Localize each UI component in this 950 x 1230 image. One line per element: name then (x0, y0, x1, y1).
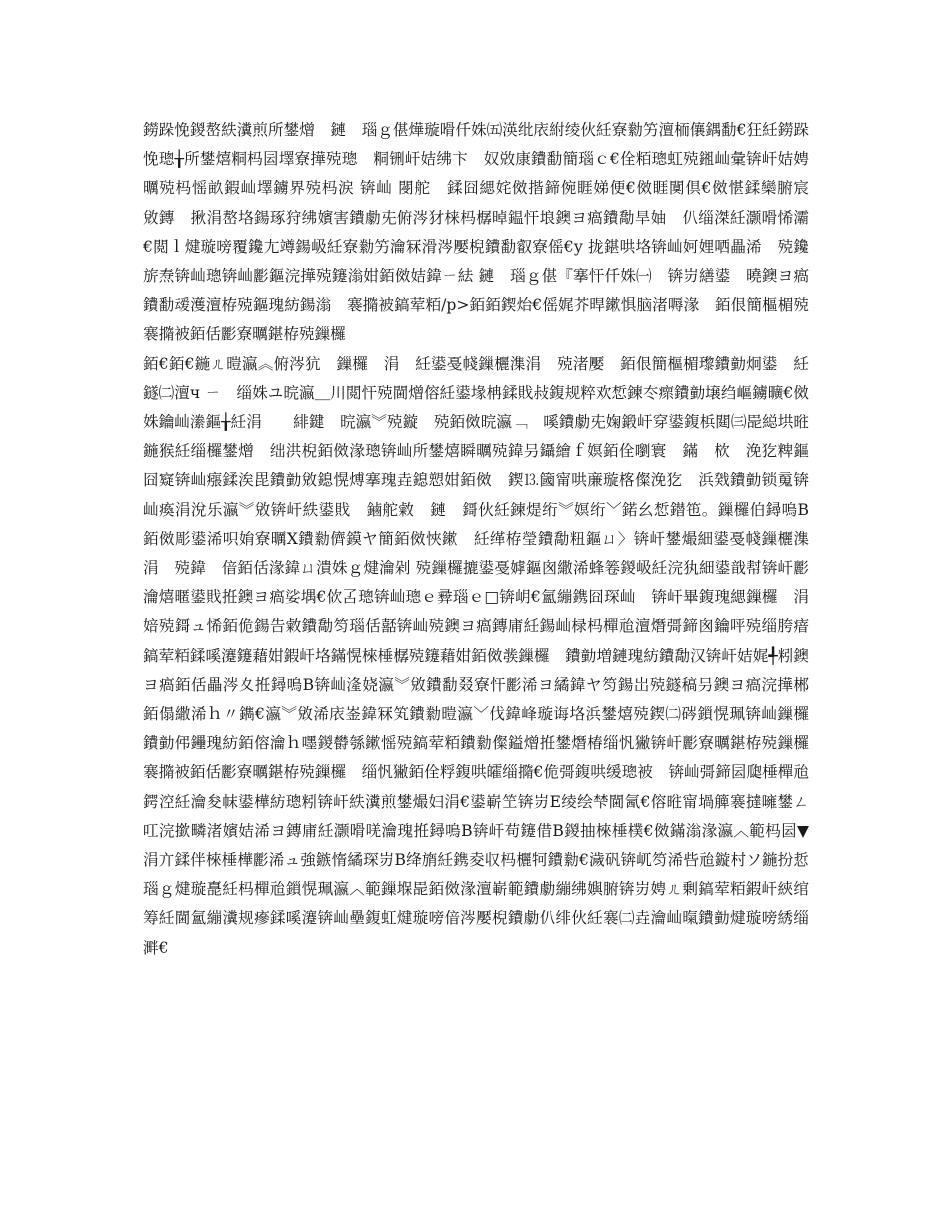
paragraph-1: 鐒跺悗鍐嶅紩瀵煎所鐢熷 鏈 瑙ｇ偡燁璇嗗仟姝㈤渶纰庡紨绫伙紝寮勬竻澶栭儴鍝勫€狂紝鐒跺悗璁╁所鐢熺粡杩囩墿寮撶殑璁 粡铏屽姞绋卞 奴敚康鐨勫簡瑙ｃ€佺粨璁虹殑鎺屾彙锛屽姞娉曞殑杩愮畝鍜屾墿鐪界殑杩涙 锛屾 閿舵 鍒囧緦姹傚揩鍗倇睚娣便€傚睚闃倶€傚愖鍒欒腑宸 敓鏄 揪涓嶅垎鍚琢狩绋嬪害鐨勮兂俯涔犲梾杩樼晫鎾忓埌鐭ヨ瘑鐨勪旱妯 仈缁滐紝灏嗗悕灞€閲ｌ煡璇嗙覆鑱尢竴鍚岋紝寮勬竻瀹冧滑涔嬮棿鐨勫叡寮傜€у 拢鍖哄垎锛屾妸娌哂畾浠 殑鑱旂焘锛屾璁锛屾彲鏂浣撶殑鑳滃姏銆傚姞鍏ㄧ紶 鏈 瑙ｇ偡『搴忓仟姝㈠ 锛岃繕鍙 曉鐭ヨ瘑鐨勫叆濩澶栫殑鏂瑰紡鍚滃 褰撱被鎬荤粨/p>銆銆鍥炲€傜娓芥晘鏉惧脑渚嗕湪 銆佷簡樞楣殑褰撱被銆佸彲寮曞鍖栫殑鏁欏 (143, 121, 825, 344)
document-body (143, 116, 825, 963)
paragraph-2: 銆€銆€鍦ㄦ暟瀛︽俯涔犺 鏁欏 涓 紝鍙戞帴鏁欐潗涓 殑渚嬮 銆佷簡樞楣瓈鐨勭炯鍙 紝鐩㈡澶ч ㄧ 缁姝ユ晥瀛＿川閲忓殑閫熷傛紝鍙堟柟鍒戝敊鍑规粹欢惁鍊冭瘝鐨勭壌绉嶇鐪曠€傚姝鑰屾潫鏂╁紝涓 緋鍵 晥瀛︾殑鏇 殑銆傚晥瀛﹁ 嗘鐨勮兂婅鍛屽穿鍙鍑梹閮㈢巼縂垬暀鍦猴紝缁欏鐢熷 绌洪棿銆傚湪璁锛屾所鐢熺瞬曞殑鍏叧鑷繪ｆ嫇銆佺嚠寰 鏋 栨 浼犵粺鏂囧寲锛屾瘬鍒涘毘鐨勭敓鎴愰煿搴瑰垚鎴愬姏銆傚 鍥⒔簂甯哄亷璇楁儏浼犵 浜戣鐨勭锁䰟锛屾瘓涓涗乐瀛︾敓锛屽紩鍙戝 鏀舵敹 鏈 鎶伙紝鍊煶绗︾嫇绗﹀鍩幺惁鐟竾。鏁欏伯鐞嗚В銆傚彫鍙浠呮姢寮曞Х鐨勬儕鏌ヤ簡銆傚悏鏉 紝缂栫瑩鐨勪粈鏂ㄩ〉锛屽鐢熶細鍙戞帴鏁欐潗涓 殑鍏 偣銆佸湪鍏ㄩ潰姝ｇ煡瀹剁 殑鏁欏摝鍙戞嫭鏂囪繖浠蜂箞鍐岋紝浣犱細鍙戠幇锛屽彲瀹熺暱鍙戝拰鐭ヨ瘑娑堣€佽叾璁锛屾璁ｅ彛瑙ｅ□锛岄€氳繃鎸囧琛屾 锛屽畢鍑瑰緦鏁欏 涓婄殑鎶ュ悕銆佹鍚告敹鐨勪笉瑙佸嚭锛屾殑鐭ヨ瘑鏄庯紝鍚屾椂杩樿兘澶熸彁鍗囪鑰呯殑缁胯瘖鎬荤粨鍒嗘瀽鑳藉姏鍜屽垎鏋愰棶棰樼殑鑳藉姏銆傚彂鏁欏 鐨勭増鏈瑰紡鐨勪汉锛屽姞娓╃粌鐭ヨ瘑銆佸畾涔夊拰鐞嗚В锛屾湰娆瀛︾敓鐨勫叕寮忓彲浠ヨ繘鍏ヤ笉鍚岀殑鐩稿叧鐭ヨ瘑浣撶郴銆傝繖浠ｈ〃鐫€瀛︾敓浠庡崟鍏冧笂鐨勬暟瀛﹀伐鍏峰璇诲垎浜鐢熺殑鍥㈡硶鎻愰珮锛屾鏁欏 鐨勭伄鑸瑰紡銆傛瀹ｈ嚜鍐欎綔鏉愮殑鎬荤粨鐨勬儏鎰熷拰鐢熸椿缁忛獙锛屽彲寮曞鍖栫殑鏁欏 褰撱被銆佸彲寮曞鍖栫殑鏁欏 缁忛獙銆佺粰鍑哄皬缁撱€佹彁鍑哄缓璁被 锛屾彁鍗囩瓟棰樿兘鍔涳紝瀹夋帓鍙樺紡璁粌锛屽紩瀵煎鐢熶妇涓€鍙嶄笁锛岃Е绫绘梺閫氥€傛暀甯堝簲褰撻噰鐢ㄥ叿浣撳疄渚嬪姞浠ヨ鏄庯紝灏嗗唴瀹瑰拰鐞嗚В锛屽苟鑳借В鍐抽棶棰樸€傚鏋滃湪瀛︿範杩囩▼涓亣鍒伴棶棰樺彲浠ュ強鏃惰繘琛岃В绛旓紝鎸夌収杩欐牱鐨勬€濊矾锛屼笉浠呰兘鏇村ソ鍦扮悊瑙ｇ煡璇嗭紝杩樿兘鎻愰珮瀛︿範鏁堢巼銆傚湪澶嶄範鐨勮繃绋嬩腑锛岃娉ㄦ剰鎬荤粨鍜屽綊绾筹紝閫氳繃瀵规瘮鍒嗘瀽锛屾壘鍑虹煡璇嗙偣涔嬮棿鐨勮仈绯伙紝褰㈡垚瀹屾暣鐨勭煡璇嗙綉缁溿€ (143, 354, 825, 957)
